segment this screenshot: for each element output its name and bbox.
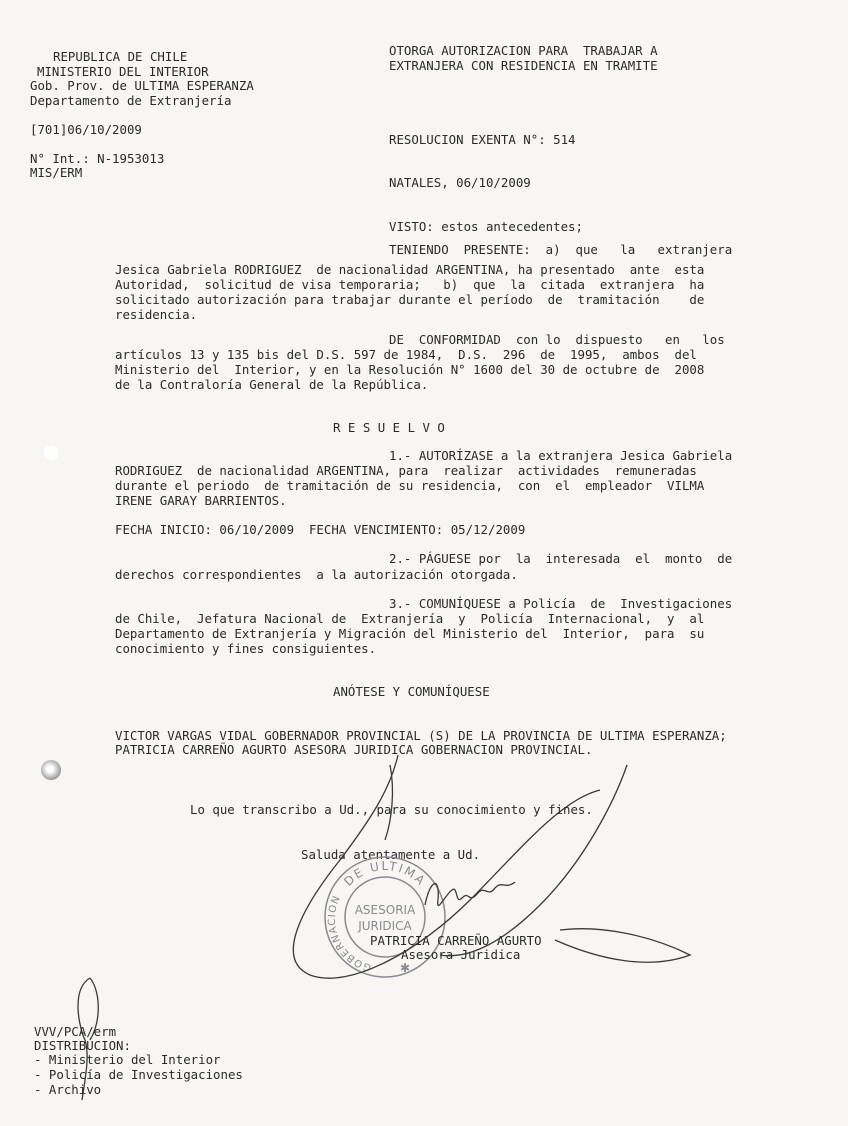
item1-line1: 1.- AUTORÍZASE a la extranjera Jesica Gabriela [389,448,733,463]
star-icon: ✱ [399,961,411,975]
teniendo-line4: solicitado autorización para trabajar durante el período de tramitación de [115,292,705,307]
firmantes-line2: PATRICIA CARREÑO AGURTO ASESORA JURIDICA GOBERNACION PROVINCIAL. [115,742,593,757]
initials-top: MIS/ERM [30,165,83,180]
conformidad-line1: DE CONFORMIDAD con lo dispuesto en los [389,332,725,347]
item1-line4: IRENE GARAY BARRIENTOS. [115,493,287,508]
distribution-heading: DISTRIBUCION: [34,1038,131,1053]
item3-line1: 3.- COMUNÍQUESE a Policía de Investigaciones [389,596,733,611]
place-date: NATALES, 06/10/2009 [389,175,531,190]
firmantes-line1: VICTOR VARGAS VIDAL GOBERNADOR PROVINCIAL (S) DE LA PROVINCIA DE ULTIMA ESPERANZA; [115,728,727,743]
anotese: ANÓTESE Y COMUNÍQUESE [333,684,490,699]
punch-hole-bottom [41,760,61,780]
distribution-item-archivo: - Archivo [34,1082,102,1097]
stamp-center-line1: ASESORIA [354,903,416,917]
saluda: Saluda atentamente a Ud. [301,847,481,862]
resolution-number: RESOLUCION EXENTA N°: 514 [389,132,576,147]
distribution-item-ministerio: - Ministerio del Interior [34,1052,221,1067]
visto: VISTO: estos antecedentes; [389,219,583,234]
conformidad-line3: Ministerio del Interior, y en la Resolución N° 1600 del 30 de octubre de 2008 [115,362,705,377]
item1-line2: RODRIGUEZ de nacionalidad ARGENTINA, para realizar actividades remuneradas [115,463,697,478]
header-department: Departamento de Extranjería [30,93,232,108]
resuelvo-heading: R E S U E L V O [333,420,445,435]
signer-role: Asesora Juridica [401,947,521,962]
teniendo-line2: Jesica Gabriela RODRIGUEZ de nacionalidad ARGENTINA, ha presentado ante esta [115,262,705,277]
document-title-line1: OTORGA AUTORIZACION PARA TRABAJAR A [389,43,658,58]
item3-line3: Departamento de Extranjería y Migración del Ministerio del Interior, para su [115,626,705,641]
teniendo-line5: residencia. [115,307,198,322]
item3-line2: de Chile, Jefatura Nacional de Extranjería y Policía Internacional, y al [115,611,705,626]
conformidad-line2: artículos 13 y 135 bis del D.S. 597 de 1984, D.S. 296 de 1995, ambos del [115,347,697,362]
transcribo: Lo que transcribo a Ud., para su conocimiento y fines. [190,802,593,817]
item2-line1: 2.- PÁGUESE por la interesada el monto de [389,551,733,566]
distribution-item-policia: - Policía de Investigaciones [34,1067,243,1082]
item3-line4: conocimiento y fines consiguientes. [115,641,377,656]
fechas: FECHA INICIO: 06/10/2009 FECHA VENCIMIENTO: 05/12/2009 [115,522,526,537]
punch-hole-top [42,444,60,462]
item1-line3: durante el periodo de tramitación de su residencia, con el empleador VILMA [115,478,705,493]
document-title-line2: EXTRANJERA CON RESIDENCIA EN TRAMITE [389,58,658,73]
header-ministry: MINISTERIO DEL INTERIOR [37,64,209,79]
teniendo-line3: Autoridad, solicitud de visa temporaria; b) que la citada extranjera ha [115,277,705,292]
stamp-center-line2: JURIDICA [358,919,412,933]
stamp-top-arc-text: DE ULTIMA [341,859,429,889]
conformidad-line4: de la Contraloría General de la República. [115,377,429,392]
reference-number: [701]06/10/2009 [30,122,142,137]
teniendo-line1: TENIENDO PRESENTE: a) que la extranjera [389,242,733,257]
header-country: REPUBLICA DE CHILE [53,49,188,64]
signer-name: PATRICIA CARREÑO AGURTO [370,933,542,948]
header-gobernacion: Gob. Prov. de ULTIMA ESPERANZA [30,78,254,93]
footer-initials: VVV/PCA/erm [34,1024,117,1039]
stamp-left-arc-text: GOBERNACION [326,893,373,973]
internal-number: N° Int.: N-1953013 [30,151,165,166]
item2-line2: derechos correspondientes a la autorización otorgada. [115,567,518,582]
